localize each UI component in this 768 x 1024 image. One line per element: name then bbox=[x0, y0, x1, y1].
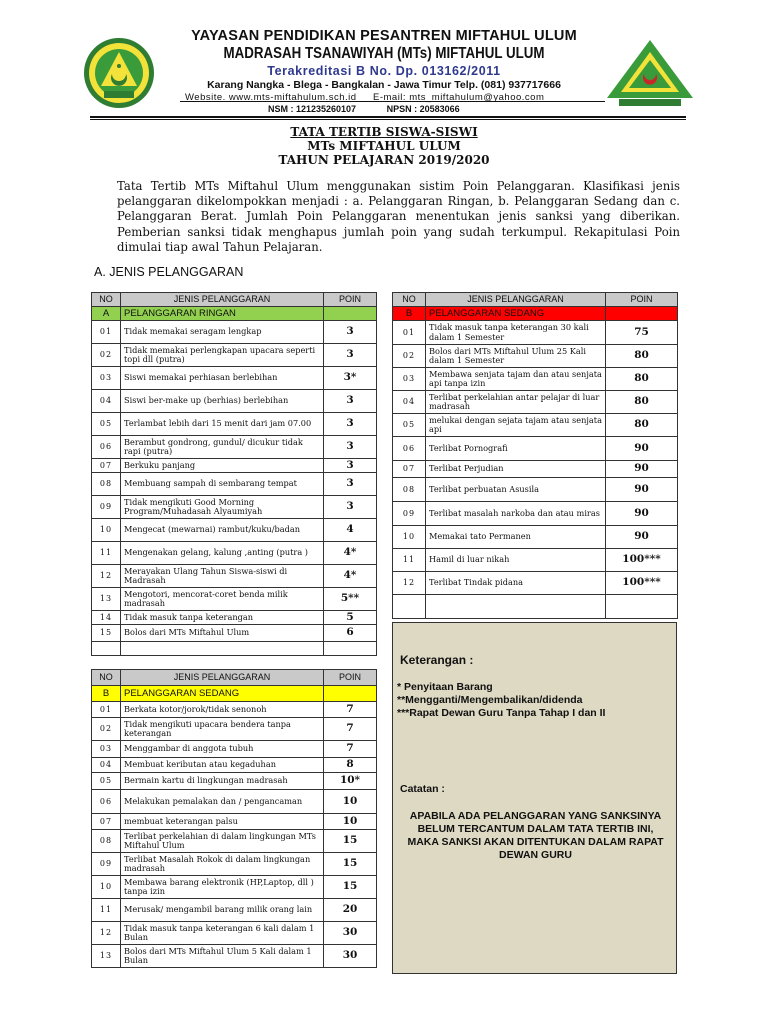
table-row bbox=[92, 625, 377, 642]
row-no: 13 bbox=[92, 588, 121, 611]
row-jenis: membuat keterangan palsu bbox=[121, 814, 324, 830]
row-poin: 3 bbox=[324, 436, 377, 459]
row-poin: 4 bbox=[324, 519, 377, 542]
table-row bbox=[393, 549, 678, 572]
row-no: 04 bbox=[92, 390, 121, 413]
row-jenis: Terlibat Pornografi bbox=[426, 437, 606, 461]
table-row bbox=[92, 473, 377, 496]
table-row bbox=[92, 321, 377, 344]
letterhead bbox=[0, 0, 768, 120]
registration-numbers bbox=[268, 104, 488, 114]
row-no: 01 bbox=[92, 702, 121, 718]
row-poin: 15 bbox=[324, 876, 377, 899]
row-jenis: Membuat keributan atau kegaduhan bbox=[121, 758, 324, 773]
category-blank bbox=[324, 686, 377, 702]
row-no: 07 bbox=[92, 459, 121, 473]
table-row bbox=[92, 459, 377, 473]
catatan-label: Catatan : bbox=[400, 783, 445, 795]
row-jenis: Membawa senjata tajam dan atau senjata api tanpa izin bbox=[426, 368, 606, 391]
row-jenis: Membuang sampah di sembarang tempat bbox=[121, 473, 324, 496]
col-jenis-header: JENIS PELANGGARAN bbox=[121, 293, 324, 307]
keterangan-item: * Penyitaan Barang bbox=[397, 681, 493, 693]
empty-cell bbox=[393, 595, 426, 619]
row-no: 09 bbox=[393, 502, 426, 526]
col-poin-header: POIN bbox=[324, 670, 377, 686]
table-row bbox=[92, 830, 377, 853]
row-no: 08 bbox=[92, 473, 121, 496]
row-poin: 7 bbox=[324, 702, 377, 718]
table-row bbox=[92, 611, 377, 625]
category-code: B bbox=[92, 686, 121, 702]
row-poin: 90 bbox=[606, 461, 678, 478]
row-jenis: Tidak masuk tanpa keterangan 6 kali dalam 1 Bulan bbox=[121, 922, 324, 945]
col-no-header: NO bbox=[92, 293, 121, 307]
nsm: NSM : 121235260107 bbox=[268, 104, 357, 114]
row-jenis: Terlibat Perjudian bbox=[426, 461, 606, 478]
row-poin: 3 bbox=[324, 459, 377, 473]
col-jenis-header: JENIS PELANGGARAN bbox=[121, 670, 324, 686]
category-label: PELANGGARAN SEDANG bbox=[426, 307, 606, 321]
row-jenis: Menggambar di anggota tubuh bbox=[121, 741, 324, 758]
row-jenis: Tidak mengikuti Good Morning Program/Muhadasah Alyaumiyah bbox=[121, 496, 324, 519]
row-no: 04 bbox=[393, 391, 426, 414]
row-poin: 90 bbox=[606, 437, 678, 461]
row-poin: 100*** bbox=[606, 549, 678, 572]
row-poin: 10 bbox=[324, 790, 377, 814]
row-no: 01 bbox=[92, 321, 121, 344]
divider bbox=[90, 119, 686, 120]
keterangan-heading: Keterangan : bbox=[400, 653, 474, 667]
row-jenis: Terlibat perbuatan Asusila bbox=[426, 478, 606, 502]
row-poin: 3* bbox=[324, 367, 377, 390]
row-jenis: Berkata kotor/jorok/tidak senonoh bbox=[121, 702, 324, 718]
row-poin: 90 bbox=[606, 478, 678, 502]
table-row bbox=[393, 414, 678, 437]
row-poin: 90 bbox=[606, 526, 678, 549]
row-poin: 90 bbox=[606, 502, 678, 526]
category-label: PELANGGARAN RINGAN bbox=[121, 307, 324, 321]
table-row bbox=[92, 565, 377, 588]
divider bbox=[180, 101, 605, 102]
email-link[interactable]: E-mail: mts_miftahulum@yahoo.com bbox=[373, 92, 545, 103]
row-no: 02 bbox=[92, 344, 121, 367]
row-poin: 10* bbox=[324, 773, 377, 790]
col-jenis-header: JENIS PELANGGARAN bbox=[426, 293, 606, 307]
row-poin: 30 bbox=[324, 945, 377, 968]
empty-row bbox=[393, 595, 678, 619]
row-jenis: Mengecat (mewarnai) rambut/kuku/badan bbox=[121, 519, 324, 542]
table-row bbox=[393, 391, 678, 414]
divider bbox=[90, 116, 686, 118]
category-code: B bbox=[393, 307, 426, 321]
row-jenis: Hamil di luar nikah bbox=[426, 549, 606, 572]
row-no: 13 bbox=[92, 945, 121, 968]
row-no: 09 bbox=[92, 853, 121, 876]
category-blank bbox=[324, 307, 377, 321]
table-row bbox=[92, 436, 377, 459]
row-poin: 8 bbox=[324, 758, 377, 773]
table-row bbox=[92, 899, 377, 922]
row-jenis: Merusak/ mengambil barang milik orang lain bbox=[121, 899, 324, 922]
table-row bbox=[92, 790, 377, 814]
row-jenis: Siswi ber-make up (berhias) berlebihan bbox=[121, 390, 324, 413]
row-jenis: Tidak mengikuti upacara bendera tanpa keterangan bbox=[121, 718, 324, 741]
row-no: 02 bbox=[393, 345, 426, 368]
table-row bbox=[92, 922, 377, 945]
row-jenis: Bermain kartu di lingkungan madrasah bbox=[121, 773, 324, 790]
row-jenis: Memakai tato Permanen bbox=[426, 526, 606, 549]
row-jenis: Terlibat masalah narkoba dan atau miras bbox=[426, 502, 606, 526]
keterangan-box bbox=[392, 622, 677, 974]
category-label: PELANGGARAN SEDANG bbox=[121, 686, 324, 702]
intro-paragraph: Tata Tertib MTs Miftahul Ulum menggunakan sistim Poin Pelanggaran. Klasifikasi jenis pelanggaran dikelompokkan menjadi : a. Pelanggaran Ringan, b. Pelanggaran Sedang dan c. Pelanggaran Berat. Jumlah Poin Pelanggaran menentukan jenis sanksi yang diberikan. Pemberian sanksi tidak menghapus jumlah poin yang sudah terkumpul. Rekapitulasi Poin dimulai tiap awal Tahun Pelajaran. bbox=[117, 179, 680, 254]
table-row bbox=[393, 321, 678, 345]
empty-row bbox=[92, 642, 377, 656]
row-jenis: Berkuku panjang bbox=[121, 459, 324, 473]
row-jenis: Bolos dari MTs Miftahul Ulum bbox=[121, 625, 324, 642]
table-row bbox=[92, 542, 377, 565]
row-poin: 7 bbox=[324, 741, 377, 758]
row-no: 04 bbox=[92, 758, 121, 773]
school-name: MADRASAH TSANAWIYAH (MTs) MIFTAHUL ULUM bbox=[223, 45, 545, 62]
row-jenis: Terlibat Tindak pidana bbox=[426, 572, 606, 595]
row-no: 12 bbox=[92, 922, 121, 945]
row-jenis: Berambut gondrong, gundul/ dicukur tidak rapi (putra) bbox=[121, 436, 324, 459]
table-row bbox=[92, 413, 377, 436]
row-poin: 3 bbox=[324, 473, 377, 496]
row-no: 01 bbox=[393, 321, 426, 345]
table-row bbox=[92, 718, 377, 741]
row-jenis: Tidak masuk tanpa keterangan bbox=[121, 611, 324, 625]
table-row bbox=[92, 519, 377, 542]
row-poin: 30 bbox=[324, 922, 377, 945]
row-poin: 5 bbox=[324, 611, 377, 625]
table-row bbox=[92, 588, 377, 611]
accreditation: Terakreditasi B No. Dp. 013162/2011 bbox=[267, 64, 501, 78]
row-no: 03 bbox=[92, 741, 121, 758]
row-no: 10 bbox=[92, 876, 121, 899]
row-no: 03 bbox=[393, 368, 426, 391]
row-no: 05 bbox=[393, 414, 426, 437]
row-poin: 4* bbox=[324, 542, 377, 565]
row-jenis: Tidak memakai perlengkapan upacara seperti topi dll (putra) bbox=[121, 344, 324, 367]
row-poin: 15 bbox=[324, 830, 377, 853]
foundation-name: YAYASAN PENDIDIKAN PESANTREN MIFTAHUL ULUM bbox=[191, 28, 577, 44]
row-jenis: Terlibat perkelahian antar pelajar di luar madrasah bbox=[426, 391, 606, 414]
row-poin: 3 bbox=[324, 496, 377, 519]
row-jenis: melukai dengan sejata tajam atau senjata api bbox=[426, 414, 606, 437]
col-poin-header: POIN bbox=[324, 293, 377, 307]
row-jenis: Bolos dari MTs Miftahul Ulum 5 Kali dalam 1 Bulan bbox=[121, 945, 324, 968]
row-no: 06 bbox=[92, 790, 121, 814]
section-heading: A. JENIS PELANGGARAN bbox=[94, 265, 244, 279]
col-no-header: NO bbox=[393, 293, 426, 307]
table-row bbox=[92, 853, 377, 876]
table-row bbox=[92, 945, 377, 968]
row-no: 12 bbox=[393, 572, 426, 595]
row-poin: 4* bbox=[324, 565, 377, 588]
table-row bbox=[393, 478, 678, 502]
row-no: 07 bbox=[92, 814, 121, 830]
empty-cell bbox=[92, 642, 121, 656]
row-jenis: Mengenakan gelang, kalung ,anting (putra ) bbox=[121, 542, 324, 565]
ringan-table bbox=[91, 292, 377, 656]
row-no: 11 bbox=[92, 899, 121, 922]
empty-cell bbox=[324, 642, 377, 656]
row-no: 05 bbox=[92, 413, 121, 436]
row-poin: 3 bbox=[324, 413, 377, 436]
website-link[interactable]: Website. www.mts-miftahulum.sch.id bbox=[185, 92, 357, 103]
row-poin: 80 bbox=[606, 391, 678, 414]
row-poin: 5** bbox=[324, 588, 377, 611]
row-poin: 75 bbox=[606, 321, 678, 345]
row-jenis: Membawa barang elektronik (HP,Laptop, dll ) tanpa izin bbox=[121, 876, 324, 899]
row-no: 11 bbox=[92, 542, 121, 565]
table-row bbox=[393, 345, 678, 368]
table-row bbox=[92, 876, 377, 899]
row-no: 06 bbox=[393, 437, 426, 461]
row-no: 05 bbox=[92, 773, 121, 790]
doc-title: TATA TERTIB SISWA-SISWI bbox=[290, 125, 478, 139]
table-row bbox=[393, 461, 678, 478]
catatan-text: APABILA ADA PELANGGARAN YANG SANKSINYA BELUM TERCANTUM DALAM TATA TERTIB INI, MAKA SANKSI AKAN DITENTUKAN DALAM RAPAT DEWAN GURU bbox=[407, 810, 664, 861]
keterangan-item: **Mengganti/Mengembalikan/didenda bbox=[397, 694, 583, 706]
empty-cell bbox=[606, 595, 678, 619]
row-no: 07 bbox=[393, 461, 426, 478]
col-no-header: NO bbox=[92, 670, 121, 686]
row-poin: 100*** bbox=[606, 572, 678, 595]
row-no: 12 bbox=[92, 565, 121, 588]
row-poin: 15 bbox=[324, 853, 377, 876]
row-jenis: Mengotori, mencorat-coret benda milik madrasah bbox=[121, 588, 324, 611]
table-row bbox=[92, 814, 377, 830]
row-poin: 6 bbox=[324, 625, 377, 642]
row-no: 14 bbox=[92, 611, 121, 625]
table-row bbox=[92, 758, 377, 773]
row-jenis: Terlibat perkelahian di dalam lingkungan MTs Miftahul Ulum bbox=[121, 830, 324, 853]
doc-subtitle: MTs MIFTAHUL ULUM bbox=[307, 139, 461, 153]
row-jenis: Terlambat lebih dari 15 menit dari jam 07.00 bbox=[121, 413, 324, 436]
table-row bbox=[92, 390, 377, 413]
category-blank bbox=[606, 307, 678, 321]
row-jenis: Tidak masuk tanpa keterangan 30 kali dalam 1 Semester bbox=[426, 321, 606, 345]
row-poin: 80 bbox=[606, 368, 678, 391]
doc-year: TAHUN PELAJARAN 2019/2020 bbox=[278, 153, 490, 167]
table-row bbox=[393, 502, 678, 526]
row-no: 03 bbox=[92, 367, 121, 390]
sedang-table bbox=[91, 669, 377, 968]
table-row bbox=[92, 773, 377, 790]
row-jenis: Terlibat Masalah Rokok di dalam lingkungan madrasah bbox=[121, 853, 324, 876]
row-jenis: Siswi memakai perhiasan berlebihan bbox=[121, 367, 324, 390]
row-poin: 80 bbox=[606, 414, 678, 437]
row-no: 10 bbox=[92, 519, 121, 542]
row-no: 10 bbox=[393, 526, 426, 549]
row-poin: 10 bbox=[324, 814, 377, 830]
row-jenis: Tidak memakai seragam lengkap bbox=[121, 321, 324, 344]
berat-table bbox=[392, 292, 678, 619]
category-code: A bbox=[92, 307, 121, 321]
table-row bbox=[393, 526, 678, 549]
row-no: 08 bbox=[92, 830, 121, 853]
row-no: 11 bbox=[393, 549, 426, 572]
row-jenis: Merayakan Ulang Tahun Siswa-siswi di Madrasah bbox=[121, 565, 324, 588]
npsn: NPSN : 20583066 bbox=[386, 104, 460, 114]
table-row bbox=[92, 344, 377, 367]
row-no: 06 bbox=[92, 436, 121, 459]
table-row bbox=[393, 437, 678, 461]
row-poin: 20 bbox=[324, 899, 377, 922]
table-row bbox=[92, 496, 377, 519]
row-poin: 3 bbox=[324, 390, 377, 413]
row-jenis: Bolos dari MTs Miftahul Ulum 25 Kali dalam 1 Semester bbox=[426, 345, 606, 368]
table-row bbox=[92, 702, 377, 718]
empty-cell bbox=[426, 595, 606, 619]
table-row bbox=[393, 572, 678, 595]
col-poin-header: POIN bbox=[606, 293, 678, 307]
row-poin: 3 bbox=[324, 321, 377, 344]
row-no: 09 bbox=[92, 496, 121, 519]
row-poin: 3 bbox=[324, 344, 377, 367]
table-row bbox=[92, 367, 377, 390]
row-poin: 7 bbox=[324, 718, 377, 741]
row-no: 02 bbox=[92, 718, 121, 741]
empty-cell bbox=[121, 642, 324, 656]
address: Karang Nangka - Blega - Bangkalan - Jawa Timur Telp. (081) 937717666 bbox=[207, 79, 561, 91]
row-jenis: Melakukan pemalakan dan / pengancaman bbox=[121, 790, 324, 814]
row-no: 15 bbox=[92, 625, 121, 642]
row-poin: 80 bbox=[606, 345, 678, 368]
row-no: 08 bbox=[393, 478, 426, 502]
table-row bbox=[92, 741, 377, 758]
table-row bbox=[393, 368, 678, 391]
keterangan-item: ***Rapat Dewan Guru Tanpa Tahap I dan II bbox=[397, 707, 606, 719]
